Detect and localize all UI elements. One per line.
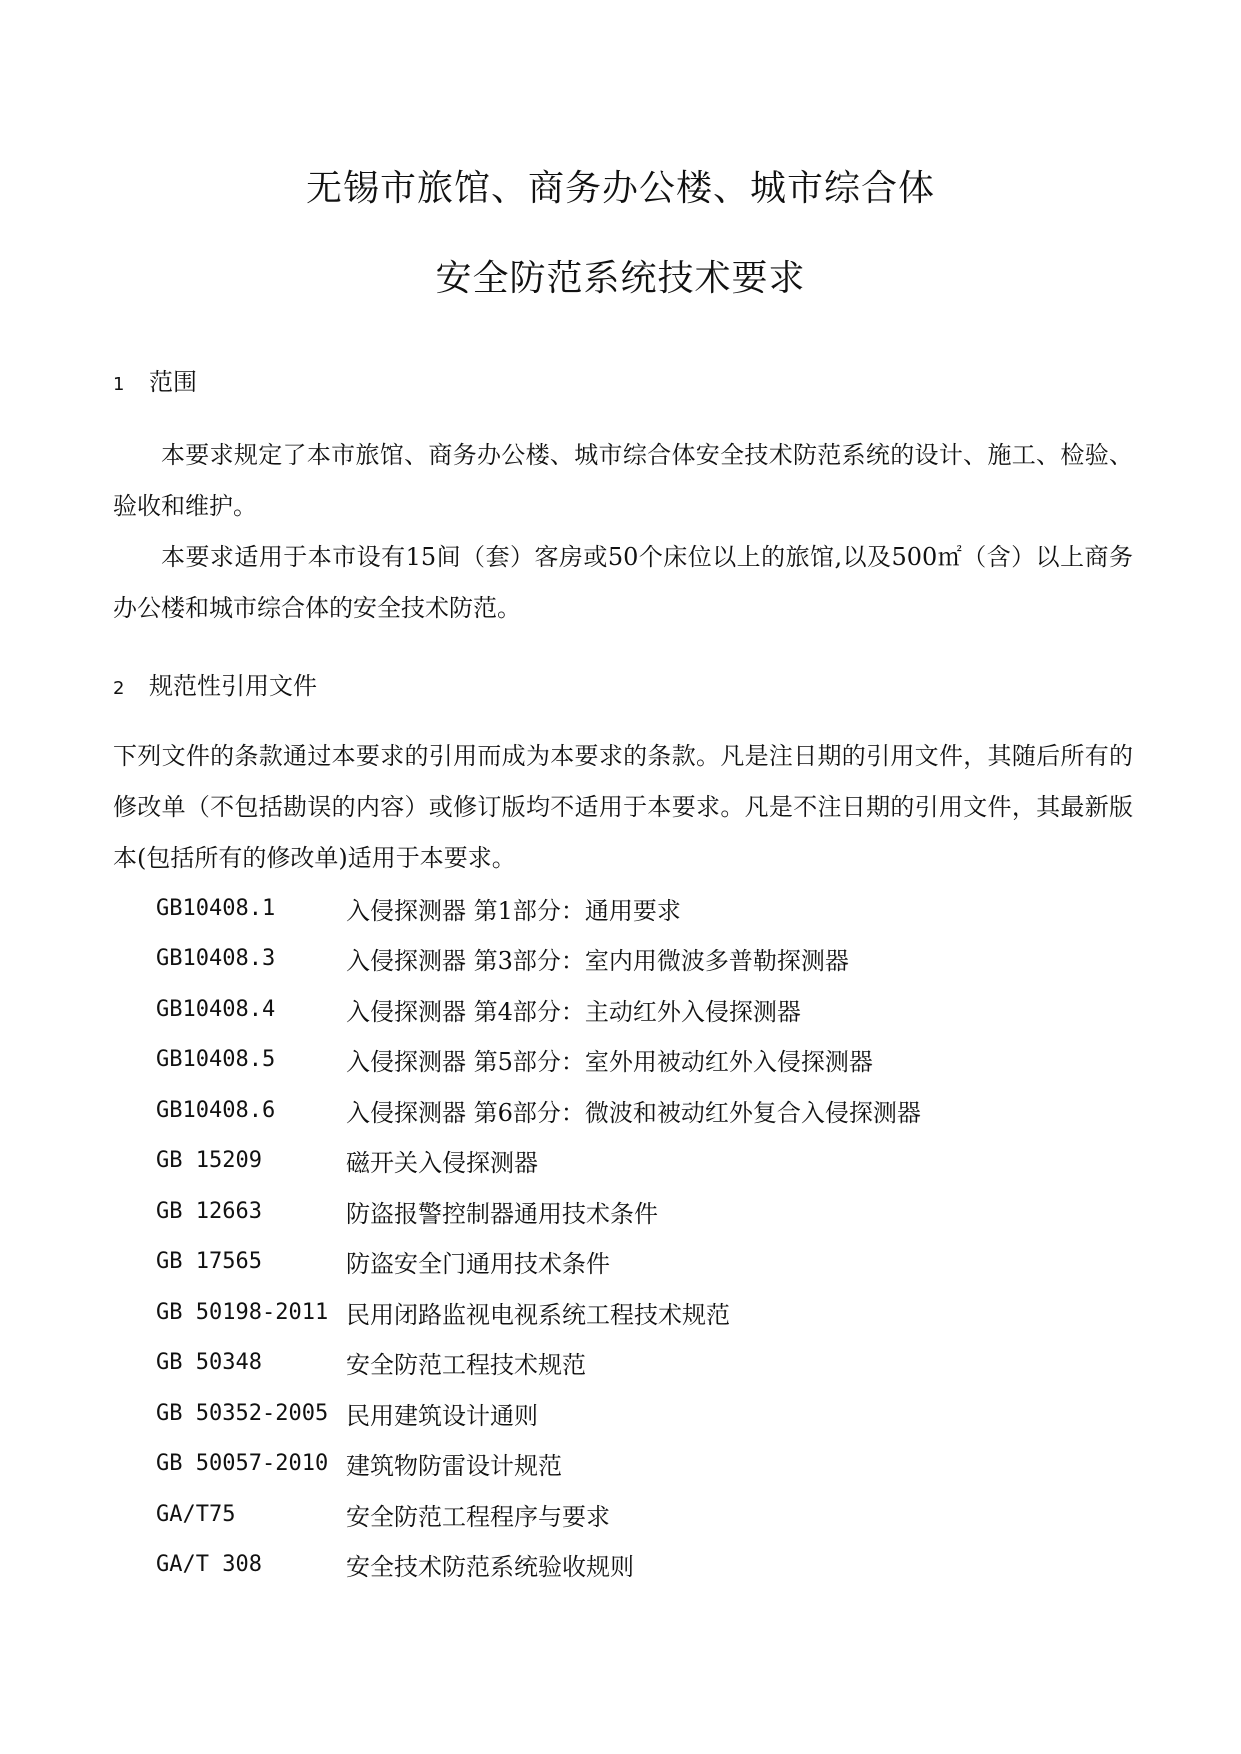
reference-title: 安全技术防范系统验收规则: [346, 1553, 634, 1582]
reference-title: 防盗安全门通用技术条件: [346, 1250, 610, 1279]
reference-list: [156, 883, 1136, 1590]
reference-title: 入侵探测器 第4部分：主动红外入侵探测器: [346, 997, 801, 1026]
reference-code: GB10408.1: [156, 895, 276, 921]
reference-code: GB10408.3: [156, 946, 276, 972]
reference-title: 入侵探测器 第6部分：微波和被动红外复合入侵探测器: [346, 1098, 921, 1127]
reference-code: GB 50198-2011: [156, 1299, 329, 1325]
reference-title: 安全防范工程技术规范: [346, 1351, 586, 1380]
section-1-paragraph-1: 本要求规定了本市旅馆、商务办公楼、城市综合体安全技术防范系统的设计、施工、检验、验收和维护。: [113, 441, 1133, 520]
reference-item: [156, 1489, 1136, 1540]
section-2-intro: 下列文件的条款通过本要求的引用而成为本要求的条款。凡是注日期的引用文件，其随后所有的修改单（不包括勘误的内容）或修订版均不适用于本要求。凡是不注日期的引用文件，其最新版本(包括所有的修改单)适用于本要求。: [113, 742, 1133, 872]
reference-item: [156, 1388, 1136, 1439]
section-2-title: 规范性引用文件: [149, 672, 317, 700]
reference-item: [156, 1338, 1136, 1389]
section-2-number: 2: [113, 678, 125, 699]
reference-title: 民用建筑设计通则: [346, 1401, 538, 1430]
reference-code: GB10408.6: [156, 1097, 276, 1123]
reference-code: GB 50352-2005: [156, 1400, 329, 1426]
reference-item: [156, 1287, 1136, 1338]
document-title-line-2: 安全防范系统技术要求: [435, 258, 806, 299]
reference-title: 入侵探测器 第3部分：室内用微波多普勒探测器: [346, 947, 849, 976]
reference-code: GA/T75: [156, 1501, 236, 1527]
reference-title: 安全防范工程程序与要求: [346, 1502, 610, 1531]
reference-code: GB 15209: [156, 1148, 262, 1174]
reference-title: 磁开关入侵探测器: [346, 1149, 538, 1178]
reference-code: GB 50348: [156, 1350, 262, 1376]
reference-item: [156, 1186, 1136, 1237]
reference-item: [156, 1035, 1136, 1086]
reference-title: 建筑物防雷设计规范: [346, 1452, 562, 1481]
reference-title: 入侵探测器 第5部分：室外用被动红外入侵探测器: [346, 1048, 873, 1077]
reference-item: [156, 1439, 1136, 1490]
reference-code: GB 50057-2010: [156, 1451, 329, 1477]
section-1-number: 1: [113, 374, 125, 395]
reference-code: GB 12663: [156, 1198, 262, 1224]
reference-item: [156, 1085, 1136, 1136]
section-1-title: 范围: [149, 368, 197, 396]
section-1-paragraph-2: 本要求适用于本市设有15间（套）客房或50个床位以上的旅馆,以及500㎡（含）以上商务办公楼和城市综合体的安全技术防范。: [113, 543, 1133, 622]
reference-code: GB10408.4: [156, 996, 276, 1022]
reference-title: 民用闭路监视电视系统工程技术规范: [346, 1300, 730, 1329]
reference-code: GB 17565: [156, 1249, 262, 1275]
reference-item: [156, 883, 1136, 934]
reference-code: GB10408.5: [156, 1047, 276, 1073]
section-1-heading: [113, 362, 197, 397]
reference-item: [156, 1540, 1136, 1591]
reference-item: [156, 934, 1136, 985]
reference-code: GA/T 308: [156, 1552, 262, 1578]
reference-title: 入侵探测器 第1部分：通用要求: [346, 896, 681, 925]
reference-item: [156, 984, 1136, 1035]
document-title-line-1: 无锡市旅馆、商务办公楼、城市综合体: [305, 168, 935, 209]
reference-item: [156, 1237, 1136, 1288]
reference-item: [156, 1136, 1136, 1187]
reference-title: 防盗报警控制器通用技术条件: [346, 1199, 658, 1228]
section-2-heading: [113, 666, 317, 701]
